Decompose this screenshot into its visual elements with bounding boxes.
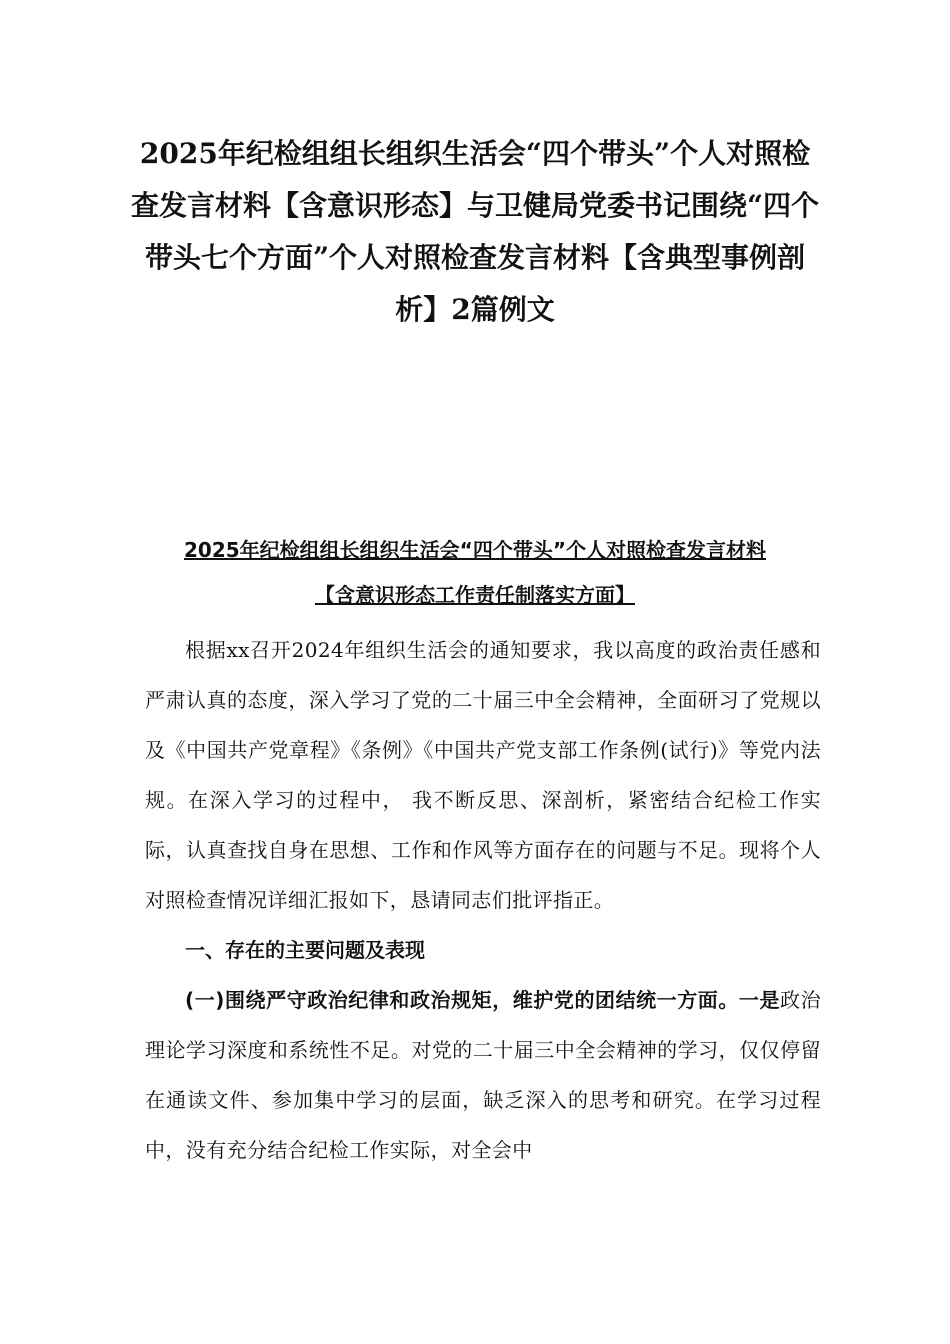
article-title — [130, 528, 820, 618]
article-body — [145, 625, 821, 1175]
article-title-line-1: 2025年纪检组组长组织生活会“四个带头”个人对照检查发言材料 — [184, 538, 766, 562]
section-heading: 一、存在的主要问题及表现 — [185, 938, 425, 962]
document-title: 2025年纪检组组长组织生活会“四个带头”个人对照检查发言材料【含意识形态】与卫健局党委书记围绕“四个带头七个方面”个人对照检查发言材料【含典型事例剖析】2篇例文 — [130, 137, 820, 326]
subsection-text: 政治理论学习深度和系统性不足。对党的二十届三中全会精神的学习，仅仅停留在通读文件、参加集中学习的层面，缺乏深入的思考和研究。在学习过程中，没有充分结合纪检工作实际，对全会中 — [145, 988, 821, 1162]
article-title-line-2: 【含意识形态工作责任制落实方面】 — [315, 583, 635, 607]
subsection-paragraph — [145, 975, 821, 1175]
subsection-lead: (一)围绕严守政治纪律和政治规矩，维护党的团结统一方面。一是 — [185, 988, 781, 1012]
intro-paragraph: 根据xx召开2024年组织生活会的通知要求，我以高度的政治责任感和严肃认真的态度，深入学习了党的二十届三中全会精神，全面研习了党规以及《中国共产党章程》《条例》《中国共产党支部工作条例(试行)》等党内法规。在深入学习的过程中， 我不断反思、深剖析，紧密结合纪检工作实际，认真查找自身在思想、工作和作风等方面存在的问题与不足。现将个人对照检查情况详细汇报如下，恳请同志们批评指正。 — [145, 638, 821, 912]
